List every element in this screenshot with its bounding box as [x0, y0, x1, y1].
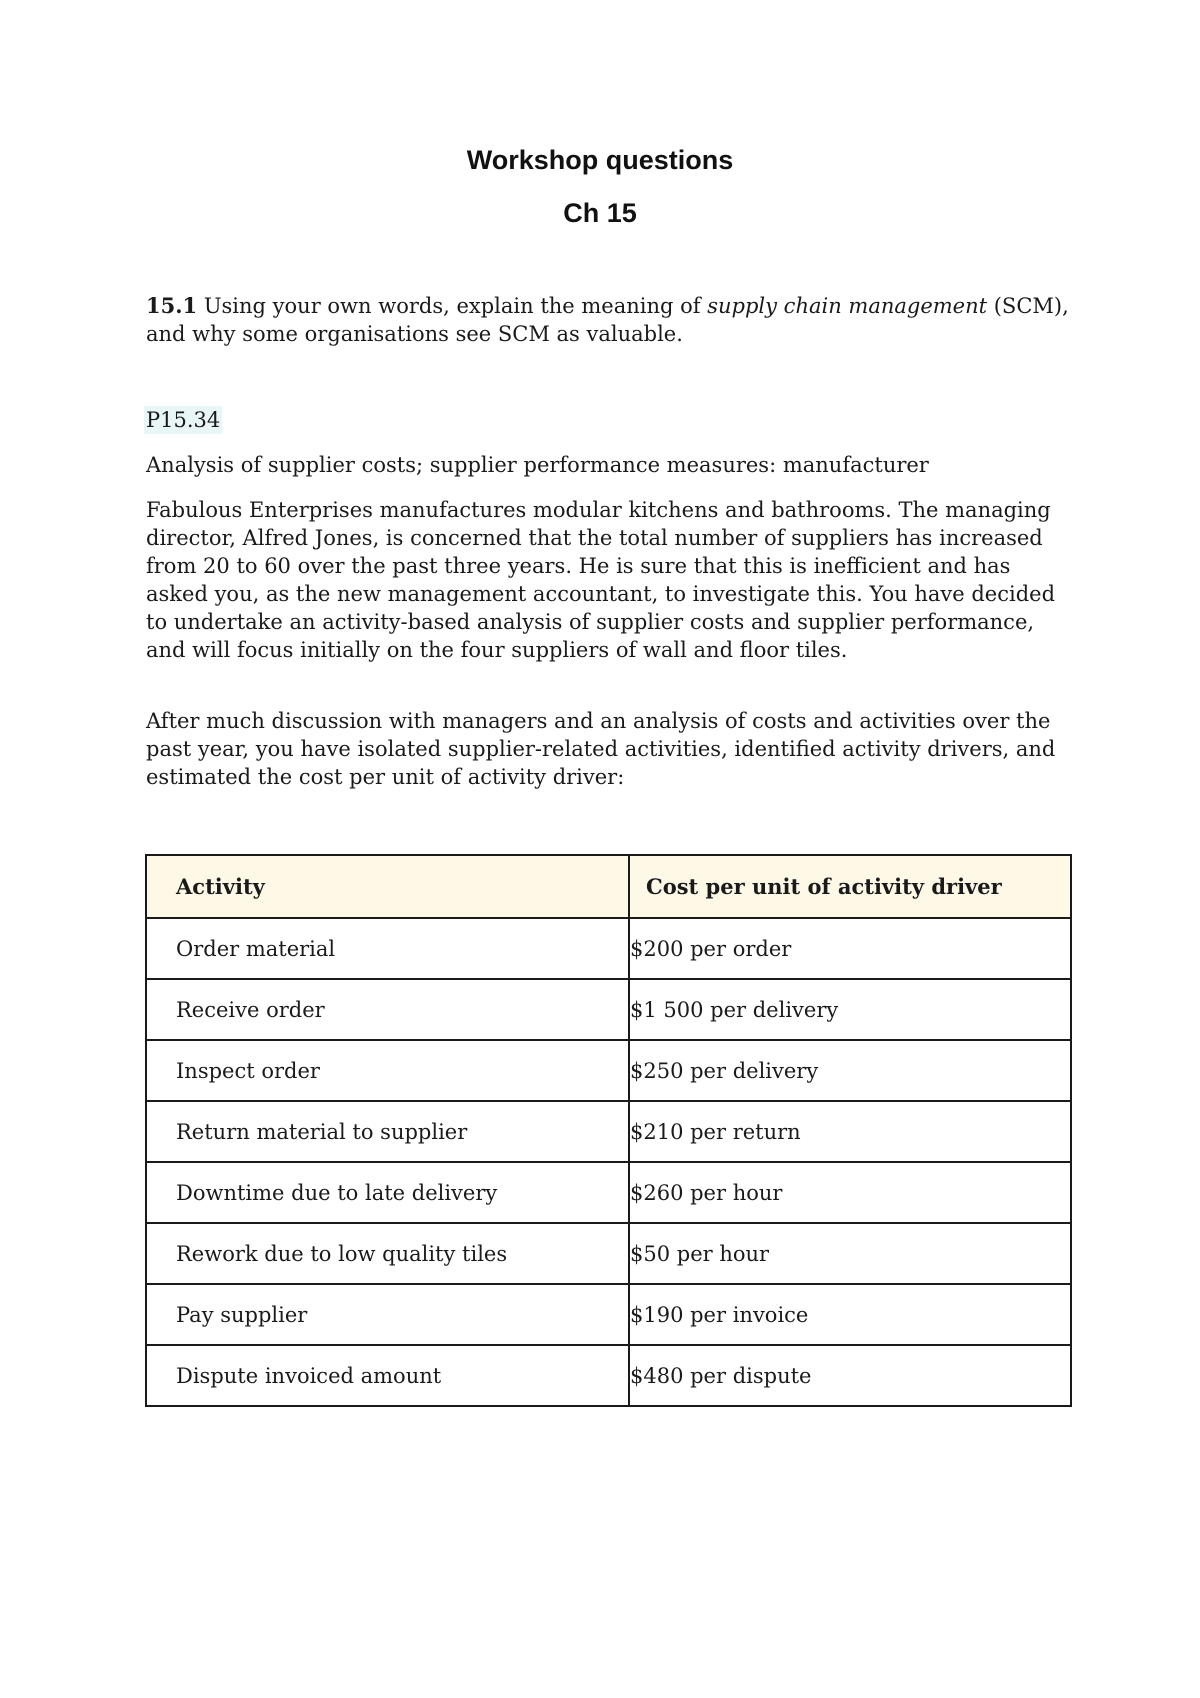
table-row — [146, 1040, 1071, 1101]
problem-paragraph-1: Fabulous Enterprises manufactures modular kitchens and bathrooms. The managing director, Alfred Jones, is concerned that the total number of suppliers has increased from 20 to 60 over the past three years. He is sure that this is inefficient and has asked you, as the new management accountant, to investigate this. You have decided to undertake an activity-based analysis of supplier costs and supplier performance, and will focus initially on the four suppliers of wall and floor tiles. — [146, 498, 1056, 662]
activity-cell: Rework due to low quality tiles — [146, 1223, 629, 1284]
question-text-after: (SCM), and why some organisations see SCM as valuable. — [146, 294, 1069, 346]
table-row — [146, 1101, 1071, 1162]
activity-cost-table — [145, 854, 1072, 1407]
table-row — [146, 979, 1071, 1040]
cost-cell: $250 per delivery — [629, 1040, 1071, 1101]
cost-cell: $1 500 per delivery — [629, 979, 1071, 1040]
cost-cell: $210 per return — [629, 1101, 1071, 1162]
question-number: 15.1 — [146, 293, 198, 318]
table-row — [146, 1345, 1071, 1406]
activity-cell: Order material — [146, 918, 629, 979]
question-15-1 — [146, 292, 1076, 348]
problem-paragraph-2: After much discussion with managers and an analysis of costs and activities over the past year, you have isolated supplier-related activities, identified activity drivers, and estimated the cost per unit of activity driver: — [146, 709, 1056, 789]
table-row — [146, 1284, 1071, 1345]
cost-cell: $480 per dispute — [629, 1345, 1071, 1406]
table-row — [146, 918, 1071, 979]
header-activity: Activity — [146, 855, 629, 918]
activity-cell: Inspect order — [146, 1040, 629, 1101]
activity-cell: Downtime due to late delivery — [146, 1162, 629, 1223]
cost-cell: $260 per hour — [629, 1162, 1071, 1223]
question-text-before: Using your own words, explain the meaning of — [197, 294, 708, 318]
activity-cell: Receive order — [146, 979, 629, 1040]
cost-cell: $200 per order — [629, 918, 1071, 979]
activity-cell: Dispute invoiced amount — [146, 1345, 629, 1406]
cost-cell: $190 per invoice — [629, 1284, 1071, 1345]
problem-heading: Analysis of supplier costs; supplier performance measures: manufacturer — [146, 453, 929, 477]
table-header-row — [146, 855, 1071, 918]
activity-cell: Return material to supplier — [146, 1101, 629, 1162]
table-row — [146, 1162, 1071, 1223]
header-cost: Cost per unit of activity driver — [629, 855, 1071, 918]
question-emphasis: supply chain management — [707, 294, 988, 318]
table-row — [146, 1223, 1071, 1284]
activity-cell: Pay supplier — [146, 1284, 629, 1345]
chapter-label: Ch 15 — [563, 198, 637, 228]
page-title: Workshop questions — [466, 145, 734, 175]
problem-reference: P15.34 — [146, 408, 221, 432]
cost-cell: $50 per hour — [629, 1223, 1071, 1284]
